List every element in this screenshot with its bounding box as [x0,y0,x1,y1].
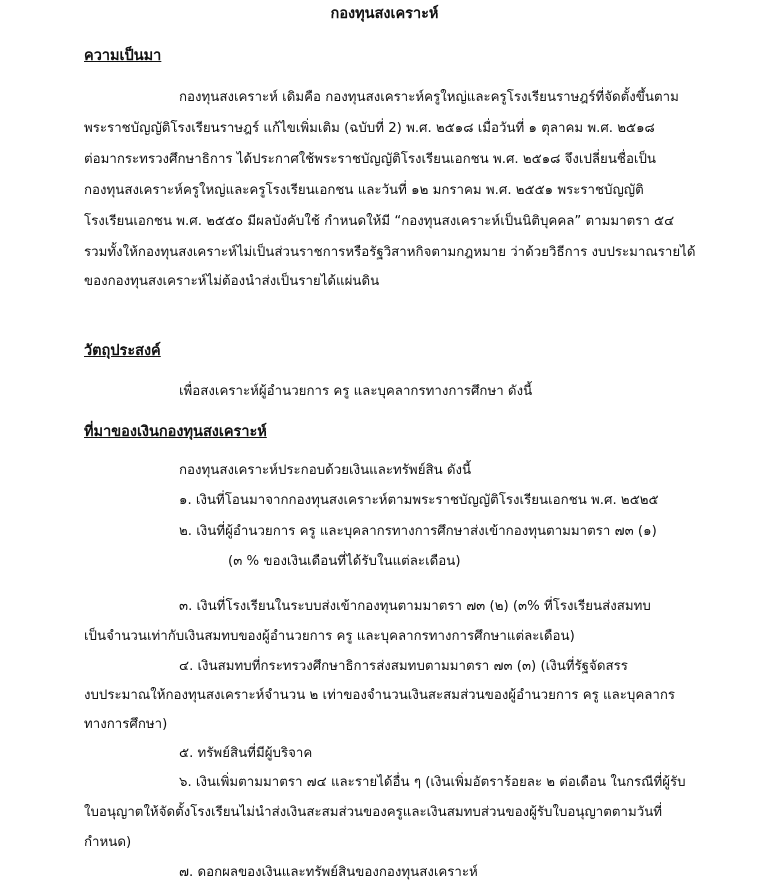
paragraph-line: กองทุนสงเคราะห์ครูใหญ่และครูโรงเรียนเอกชน และวันที่ ๑๒ มกราคม พ.ศ. ๒๕๕๑ พระราชบัญญัติ [84,183,644,198]
objective-text: เพื่อสงเคราะห์ผู้อำนวยการ ครู และบุคลากรทางการศึกษา ดังนี้ [179,384,533,399]
paragraph-line: ของกองทุนสงเคราะห์ไม่ต้องนำส่งเป็นรายได้แผ่นดิน [84,274,380,289]
list-item-continuation: เป็นจำนวนเท่ากับเงินสมทบของผู้อำนวยการ ครู และบุคลากรทางการศึกษาแต่ละเดือน) [84,629,575,644]
list-item-continuation: กำหนด) [84,835,132,850]
paragraph-line: รวมทั้งให้กองทุนสงเคราะห์ไม่เป็นส่วนราชการหรือรัฐวิสาหกิจตามกฎหมาย ว่าด้วยวิธีการ งบประมาณรายได้ [84,245,696,260]
list-item: ๖. เงินเพิ่มตามมาตรา ๗๔ และรายได้อื่น ๆ (เงินเพิ่มอัตราร้อยละ ๒ ต่อเดือน ในกรณีที่ผู้รับ [179,775,686,790]
paragraph-line: โรงเรียนเอกชน พ.ศ. ๒๕๕๐ มีผลบังคับใช้ กำหนดให้มี “กองทุนสงเคราะห์เป็นนิติบุคคล” ตามมาตรา ๕๔ [84,214,675,229]
sources-intro: กองทุนสงเคราะห์ประกอบด้วยเงินและทรัพย์สิน ดังนี้ [179,463,472,478]
list-item-note: (๓ % ของเงินเดือนที่ได้รับในแต่ละเดือน) [228,554,461,569]
paragraph-line: ต่อมากระทรวงศึกษาธิการ ได้ประกาศใช้พระราชบัญญัติโรงเรียนเอกชน พ.ศ. ๒๕๑๘ จึงเปลี่ยนชื่อเป็น [84,152,657,167]
heading-sources: ที่มาของเงินกองทุนสงเคราะห์ [84,424,267,440]
list-item: ๗. ดอกผลของเงินและทรัพย์สินของกองทุนสงเคราะห์ [179,865,478,880]
list-item: ๓. เงินที่โรงเรียนในระบบส่งเข้ากองทุนตามมาตรา ๗๓ (๒) (๓% ที่โรงเรียนส่งสมทบ [179,599,651,614]
list-item: ๑. เงินที่โอนมาจากกองทุนสงเคราะห์ตามพระราชบัญญัติโรงเรียนเอกชน พ.ศ. ๒๕๒๕ [179,493,659,508]
list-item-continuation: ใบอนุญาตให้จัดตั้งโรงเรียนไม่นำส่งเงินสะสมส่วนของครูและเงินสมทบส่วนของผู้รับใบอนุญาตตามวันที่ [84,805,663,820]
list-item: ๒. เงินที่ผู้อำนวยการ ครู และบุคลากรทางการศึกษาส่งเข้ากองทุนตามมาตรา ๗๓ (๑) [179,524,657,539]
heading-background: ความเป็นมา [84,48,162,64]
list-item-continuation: ทางการศึกษา) [84,717,168,732]
list-item-continuation: งบประมาณให้กองทุนสงเคราะห์จำนวน ๒ เท่าของจำนวนเงินสะสมส่วนของผู้อำนวยการ ครู และบุคลากร [84,688,676,703]
paragraph-line: กองทุนสงเคราะห์ เดิมคือ กองทุนสงเคราะห์ครูใหญ่และครูโรงเรียนราษฎร์ที่จัดตั้งขึ้นตาม [179,90,679,105]
page-title: กองทุนสงเคราะห์ [330,6,439,22]
list-item: ๔. เงินสมทบที่กระทรวงศึกษาธิการส่งสมทบตามมาตรา ๗๓ (๓) (เงินที่รัฐจัดสรร [179,659,628,674]
list-item: ๕. ทรัพย์สินที่มีผู้บริจาค [179,746,313,761]
paragraph-line: พระราชบัญญัติโรงเรียนราษฎร์ แก้ไขเพิ่มเติม (ฉบับที่ 2) พ.ศ. ๒๕๑๘ เมื่อวันที่ ๑ ตุลาคม พ.ศ. ๒๕๑๘ [84,121,655,136]
heading-objective: วัตถุประสงค์ [84,343,161,359]
